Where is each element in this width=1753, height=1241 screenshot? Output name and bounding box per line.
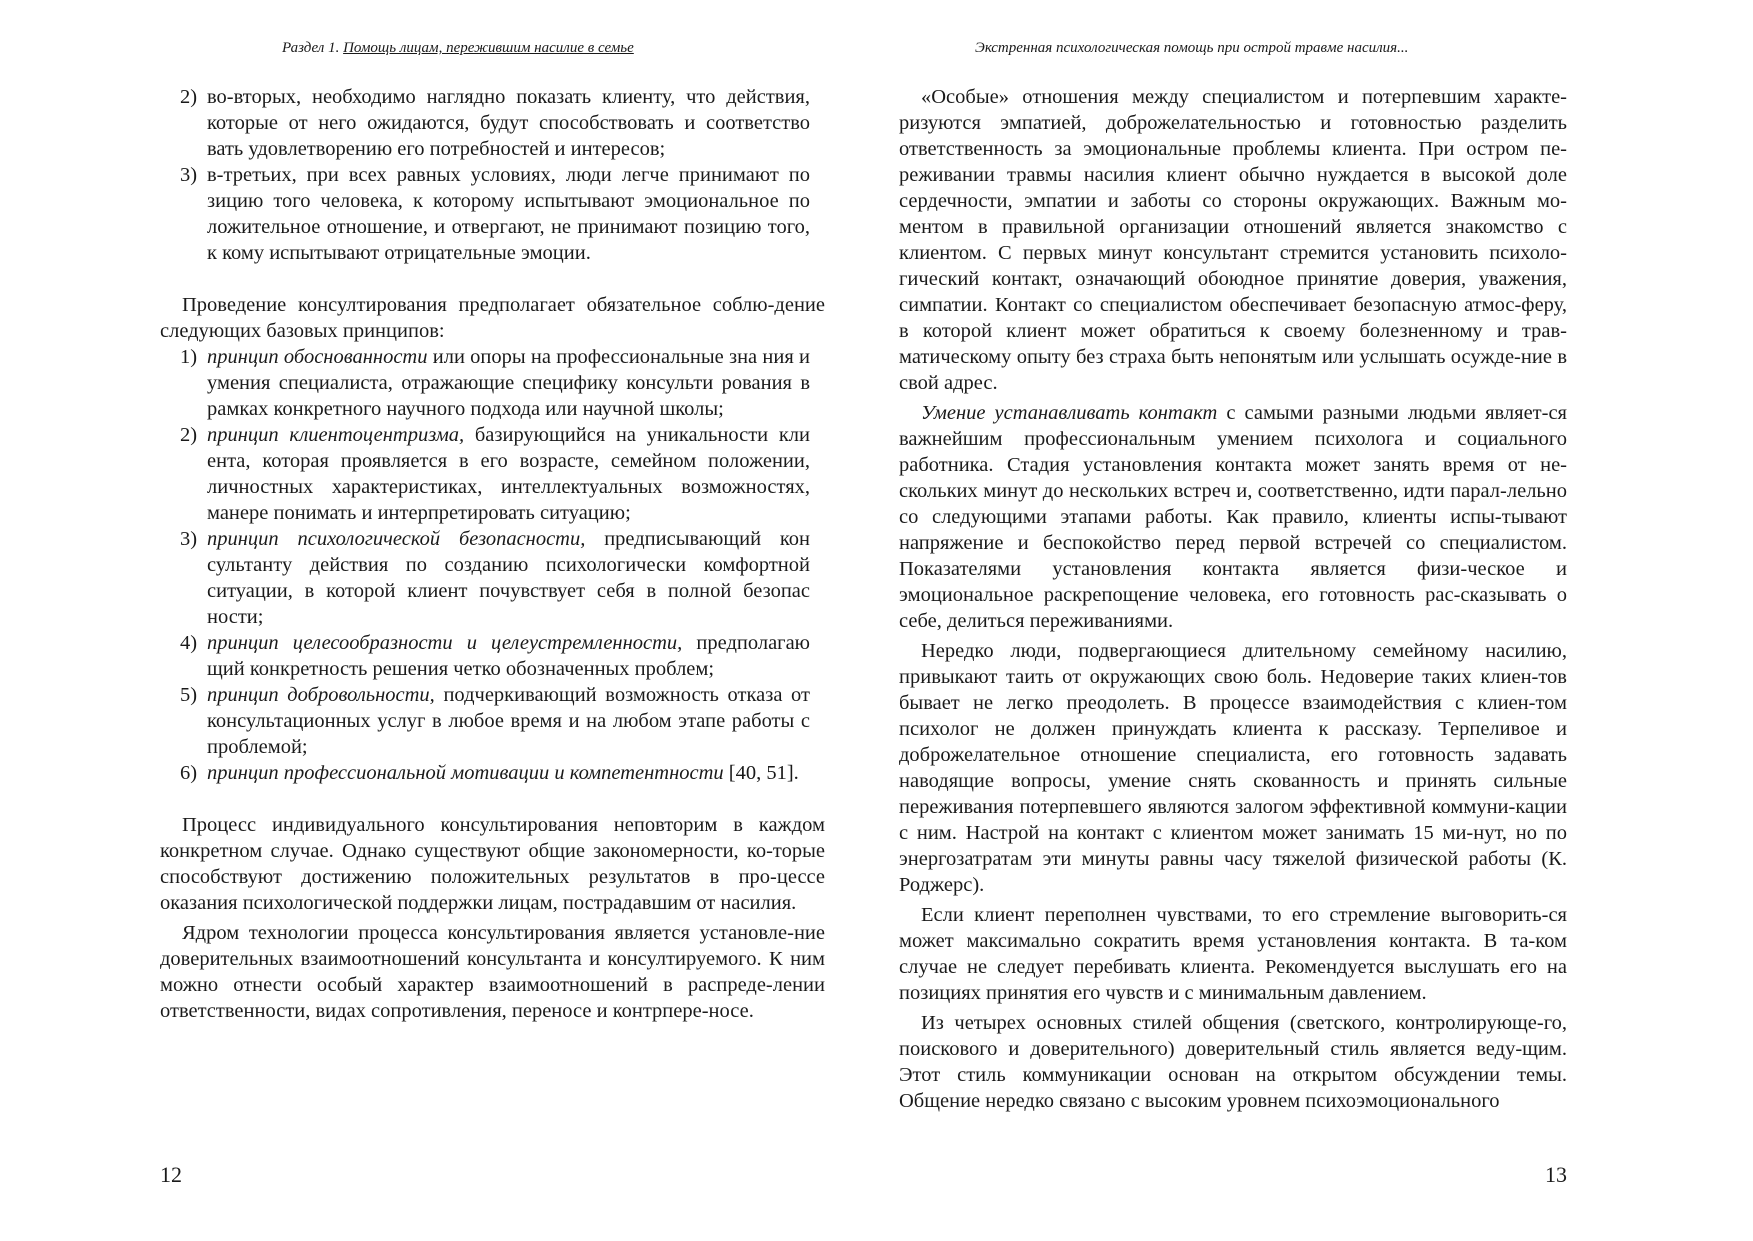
right-page — [877, 0, 1753, 1241]
principle-term: принцип клиентоцентризма, — [207, 424, 465, 446]
contact-term: Умение устанавливать контакт — [921, 402, 1218, 424]
list-item-number: 2) — [180, 86, 198, 108]
principle-item — [160, 344, 825, 422]
principle-item — [160, 760, 825, 786]
list-item — [160, 84, 825, 162]
principle-item — [160, 526, 825, 630]
paragraph-process: Процесс индивидуального консультирования неповторим в каждом конкретном случае. Однако существуют общие закономерности, ко-торые способствуют достижению положительных результатов в про-цессе оказания психологической поддержки лицам, пострадавшим от насилия. — [160, 814, 825, 914]
principles-intro: Проведение консултирования предполагает обязательное соблю-дение следующих базовых принципов: — [160, 294, 825, 342]
list-item-text: во-вторых, необходимо наглядно показать клиенту, что действия, которые от него ожидаются, будут способствовать и соответство вать удовлетворению его потребностей и интересов; — [207, 86, 810, 160]
principle-number: 4) — [180, 632, 198, 654]
principle-term: принцип целесообразности и целеустремленности, — [207, 632, 683, 654]
principle-text: базирующийся на уникальности кли ента, которая проявляется в его возрасте, семейном положении, личностных характеристиках, интеллектуальных возможностях, манере понимать и интерпретировать ситуацию; — [207, 424, 810, 524]
principle-item — [160, 422, 825, 526]
running-head-section-title: Помощь лицам, пережившим насилие в семье — [343, 40, 634, 56]
paragraph-special: «Особые» отношения между специалистом и потерпевшим характе-ризуются эмпатией, доброжелательностью и готовностью разделить ответственность за эмоциональные проблемы клиента. При остром пе-реживании травмы насилия клиент обычно нуждается в высокой доле сердечности, эмпатии и заботы со стороны окружающих. Важным мо-ментом в правильной организации отношений является знакомство с клиентом. С первых минут консультант стремится установить психоло-гический контакт, означающий обоюдное принятие доверия, уважения, симпатии. Контакт со специалистом обеспечивает безопасную атмос-феру, в которой клиент может обратиться к своему болезненному и трав-матическому опыту без страха быть непонятым или услышать осужде-ние в свой адрес. — [899, 86, 1567, 394]
running-head-prefix: Раздел 1. — [282, 40, 344, 56]
paragraph-core: Ядром технологии процесса консультирования является установле-ние доверительных взаимоотношений консультанта и консултируемого. К ним можно отнести особый характер взаимоотношений в распреде-лении ответственности, видах сопротивления, переносе и контрпере-носе. — [160, 922, 825, 1022]
principle-text: предполагаю щий конкретность решения четко обозначенных проблем; — [207, 632, 810, 680]
paragraph-feelings: Если клиент переполнен чувствами, то его стремление выговорить-ся может максимально сократить время установления контакта. В та-ком случае не следует перебивать клиента. Рекомендуется выслушать его на позициях принятия его чувств и с минимальным давлением. — [899, 904, 1567, 1004]
principle-item — [160, 682, 825, 760]
list-item-text: в-третьих, при всех равных условиях, люди легче принимают по зицию того человека, к которому испытывают эмоциональное по ложительное отношение, и отвергают, не принимают позицию того, к кому испытывают отрицательные эмоции. — [207, 164, 810, 264]
left-running-head — [282, 40, 634, 57]
principle-text: [40, 51]. — [723, 762, 799, 784]
principle-term: принцип психологической безопасности, — [207, 528, 586, 550]
paragraph-violence: Нередко люди, подвергающиеся длительному семейному насилию, привыкают таить от окружающих свою боль. Недоверие таких клиен-тов бывает не легко преодолеть. В процессе взаимодействия с клиен-том психолог не должен принуждать клиента к рассказу. Терпеливое и доброжелательное отношение специалиста, его готовность задавать наводящие вопросы, умение снять скованность и принять сильные переживания потерпевшего являются залогом эффективной коммуни-кации с ним. Настрой на контакт с клиентом может занимать 15 ми-нут, но по энергозатратам эти минуты равны часу тяжелой физической работы (К. Роджерс). — [899, 640, 1567, 896]
principles-list — [160, 344, 825, 786]
paragraph-contact — [899, 400, 1567, 634]
principle-number: 3) — [180, 528, 198, 550]
principle-term: принцип добровольности, — [207, 684, 435, 706]
left-page — [0, 0, 876, 1241]
paragraph-contact-text: с самыми разными людьми являет-ся важнейшим профессиональным умением психолога и социального работника. Стадия установления контакта может занять время от не-скольких минут до нескольких встреч и, соответственно, идти парал-лельно со следующими этапами работы. Как правило, клиенты испы-тывают напряжение и беспокойство перед первой встречей со специалистом. Показателями установления контакта является физи-ческое и эмоциональное раскрепощение человека, его готовность рас-сказывать о себе, делиться переживаниями. — [899, 402, 1567, 632]
intro-list — [160, 84, 825, 266]
principle-text: предписывающий кон сультанту действия по созданию психологически комфортной ситуации, в которой клиент почувствует себя в полной безопас ности; — [207, 528, 811, 628]
principle-term: принцип обоснованности — [207, 346, 428, 368]
principle-text: или опоры на профессиональные зна ния и умения специалиста, отражающие специфику консульти рования в рамках конкретного научного подхода или научной школы; — [207, 346, 810, 420]
right-text-block — [899, 84, 1567, 1114]
principle-number: 6) — [180, 762, 198, 784]
right-running-head: Экстренная психологическая помощь при острой травме насилия... — [975, 40, 1409, 56]
right-page-number: 13 — [1545, 1162, 1567, 1187]
paragraph-styles: Из четырех основных стилей общения (светского, контролирующе-го, поискового и доверительного) доверительный стиль является веду-щим. Этот стиль коммуникации основан на открытом обсуждении темы. Общение нередко связано с высоким уровнем психоэмоционального — [899, 1012, 1567, 1112]
principle-term: принцип профессиональной мотивации и компетентности — [207, 762, 724, 784]
principle-number: 2) — [180, 424, 198, 446]
left-text-block — [160, 84, 825, 1024]
principle-number: 1) — [180, 346, 198, 368]
list-item-number: 3) — [180, 164, 198, 186]
principle-text: подчеркивающий возможность отказа от консультационных услуг в любое время и на любом этапе работы с проблемой; — [207, 684, 810, 758]
list-item — [160, 162, 825, 266]
left-page-number: 12 — [160, 1162, 182, 1187]
principle-number: 5) — [180, 684, 198, 706]
principle-item — [160, 630, 825, 682]
